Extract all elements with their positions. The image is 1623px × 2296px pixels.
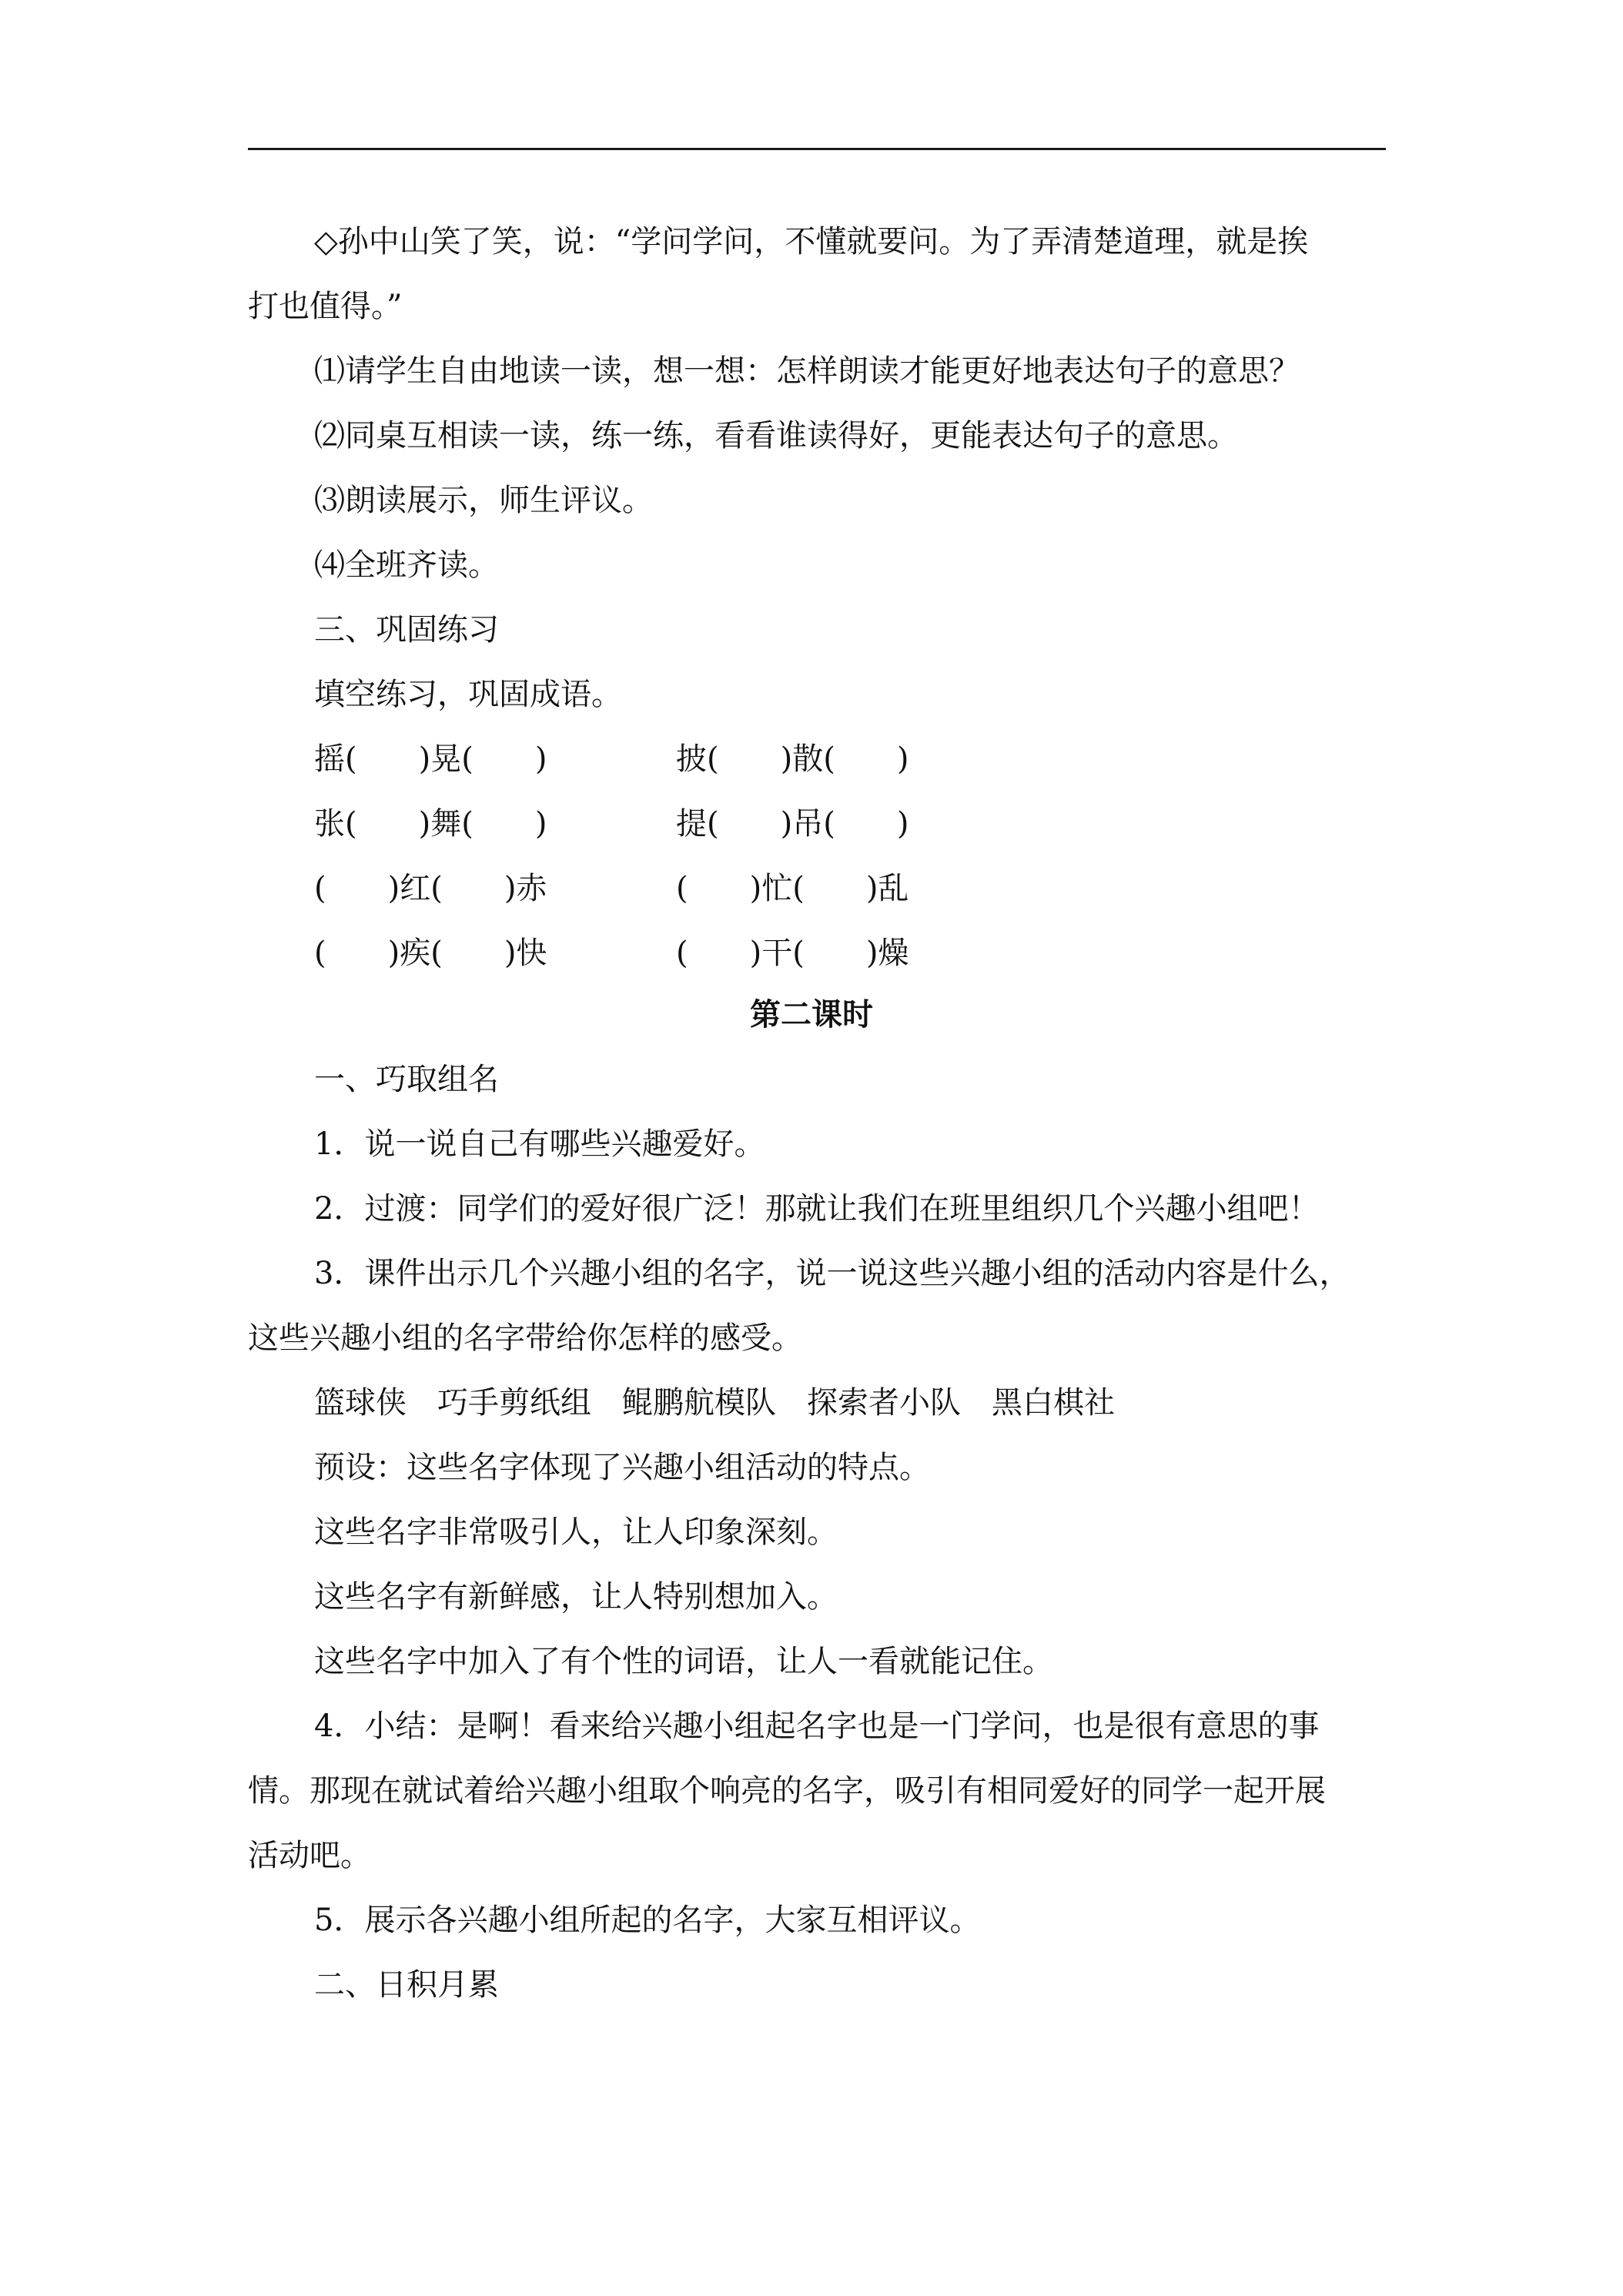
section-heading-2: 二、日积月累 xyxy=(314,1967,499,2003)
item-3-cont: 这些兴趣小组的名字带给你怎样的感受。 xyxy=(248,1320,802,1356)
response-2: 这些名字有新鲜感，让人特别想加入。 xyxy=(314,1579,838,1615)
response-1: 这些名字非常吸引人，让人印象深刻。 xyxy=(314,1514,838,1550)
idiom-item: 张( )舞( ) xyxy=(314,806,547,842)
step-3: ⑶朗读展示，师生评议。 xyxy=(314,483,653,518)
preset-answer: 预设：这些名字体现了兴趣小组活动的特点。 xyxy=(314,1450,930,1485)
idiom-item: 摇( )晃( ) xyxy=(314,741,547,777)
response-3: 这些名字中加入了有个性的词语，让人一看就能记住。 xyxy=(314,1644,1053,1679)
idiom-item: ( )干( )燥 xyxy=(676,935,909,971)
lesson-title: 第二课时 xyxy=(750,996,873,1033)
item-4-cont2: 活动吧。 xyxy=(248,1838,371,1873)
step-1: ⑴请学生自由地读一读，想一想：怎样朗读才能更好地表达句子的意思？ xyxy=(314,353,1300,389)
quote-paragraph: ◇孙中山笑了笑，说：“学问学问，不懂就要问。为了弄清楚道理，就是挨 xyxy=(314,224,1309,259)
item-2: 2．过渡：同学们的爱好很广泛！那就让我们在班里组织几个兴趣小组吧！ xyxy=(314,1191,1320,1227)
section-heading-3: 三、巩固练习 xyxy=(314,612,499,648)
header-rule xyxy=(248,148,1386,150)
idiom-item: ( )红( )赤 xyxy=(314,871,547,906)
idiom-item: 披( )散( ) xyxy=(676,741,909,777)
step-4: ⑷全班齐读。 xyxy=(314,547,499,583)
quote-paragraph-cont: 打也值得。” xyxy=(248,289,403,324)
fill-intro: 填空练习，巩固成语。 xyxy=(314,677,622,712)
idiom-item: ( )疾( )快 xyxy=(314,935,547,971)
idiom-item: 提( )吊( ) xyxy=(676,806,909,842)
idiom-item: ( )忙( )乱 xyxy=(676,871,909,906)
item-4: 4．小结：是啊！看来给兴趣小组起名字也是一门学问，也是很有意思的事 xyxy=(314,1709,1320,1744)
item-4-cont: 情。那现在就试着给兴趣小组取个响亮的名字，吸引有相同爱好的同学一起开展 xyxy=(248,1773,1326,1809)
group-names: 篮球侠 巧手剪纸组 鲲鹏航模队 探索者小队 黑白棋社 xyxy=(314,1385,1115,1421)
section-heading-1: 一、巧取组名 xyxy=(314,1062,499,1097)
item-1: 1．说一说自己有哪些兴趣爱好。 xyxy=(314,1126,765,1162)
item-5: 5．展示各兴趣小组所起的名字，大家互相评议。 xyxy=(314,1903,981,1938)
step-2: ⑵同桌互相读一读，练一练，看看谁读得好，更能表达句子的意思。 xyxy=(314,418,1238,454)
item-3: 3．课件出示几个兴趣小组的名字，说一说这些兴趣小组的活动内容是什么， xyxy=(314,1256,1350,1291)
